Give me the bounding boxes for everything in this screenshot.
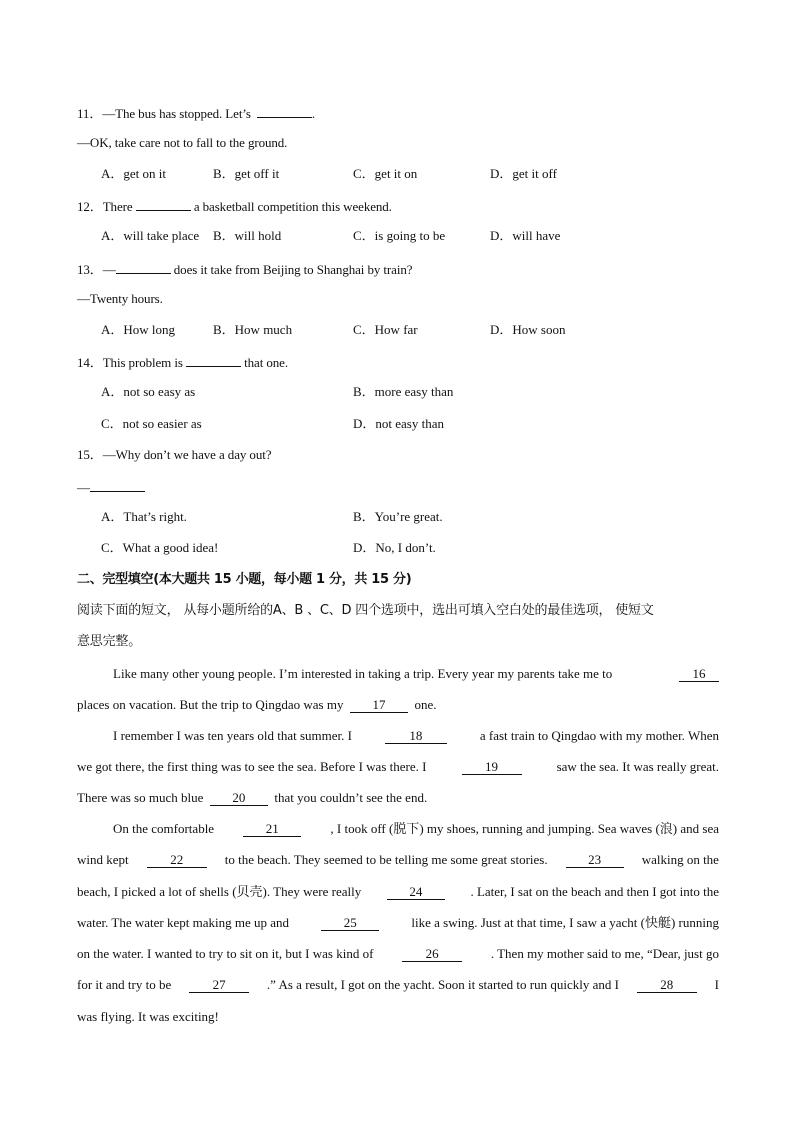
question-13-option-b[interactable]: B．How much [213, 322, 293, 337]
question-13-option-c[interactable]: C．How far [353, 322, 418, 337]
blank-24[interactable]: 24 [387, 884, 445, 900]
question-12-option-d[interactable]: D．will have [490, 228, 561, 243]
question-11-option-c[interactable]: C．get it on [353, 166, 418, 181]
question-15-option-c[interactable]: C．What a good idea! [101, 540, 219, 555]
question-14-option-b[interactable]: B．more easy than [353, 384, 454, 399]
blank-18[interactable]: 18 [385, 728, 447, 744]
question-15-option-d[interactable]: D．No, I don’t. [353, 540, 436, 555]
question-13-reply: —Twenty hours. [77, 291, 163, 306]
question-15-reply: — [77, 478, 145, 496]
passage-p3-line-4: water. The water kept making me up and 25 like a swing. Just at that time, I saw a yacht (快艇) running [77, 915, 719, 930]
passage-p3-line-1: On the comfortable 21 , I took off (脱下) my shoes, running and jumping. Sea waves (浪) and sea [113, 821, 719, 836]
question-11-option-b[interactable]: B．get off it [213, 166, 280, 181]
answer-blank[interactable] [257, 104, 312, 118]
passage-p3-line-3: beach, I picked a lot of shells (贝壳). They were really 24 . Later, I sat on the beach and then I got into the [77, 884, 719, 899]
blank-22[interactable]: 22 [147, 852, 207, 868]
question-12-option-c[interactable]: C．is going to be [353, 228, 446, 243]
blank-28[interactable]: 28 [637, 977, 697, 993]
blank-17[interactable]: 17 [350, 697, 408, 713]
question-11-stem: 11．—The bus has stopped. Let’s . [77, 106, 315, 121]
question-14-option-c[interactable]: C．not so easier as [101, 416, 202, 431]
section-instruction-line-1: 阅读下面的短文， 从每小题所给的A、B 、C、D 四个选项中，选出可填入空白处的最佳选项， 使短文 [77, 603, 654, 618]
section-heading: 二、完型填空(本大题共 15 小题，每小题 1 分，共 15 分) [77, 572, 412, 587]
answer-blank[interactable] [136, 197, 191, 211]
passage-p3-line-5: on the water. I wanted to try to sit on it, but I was kind of 26 . Then my mother said to me, “Dear, just go [77, 946, 719, 961]
question-14-option-a[interactable]: A．not so easy as [101, 384, 196, 399]
question-13-option-a[interactable]: A．How long [101, 322, 176, 337]
question-14-stem: 14．This problem is that one. [77, 355, 288, 370]
blank-21[interactable]: 21 [243, 821, 301, 837]
passage-p3-line-6: for it and try to be 27 .” As a result, I got on the yacht. Soon it started to run quickly and I 28 I [77, 977, 719, 992]
passage-p2-line-2: we got there, the first thing was to see the sea. Before I was there. I 19 saw the sea. It was really great. [77, 759, 719, 774]
passage-p3-line-2: wind kept 22 to the beach. They seemed to be telling me some great stories. 23 walking on the [77, 852, 719, 867]
question-11-reply: —OK, take care not to fall to the ground. [77, 135, 288, 150]
answer-blank[interactable] [116, 260, 171, 274]
question-13-option-d[interactable]: D．How soon [490, 322, 566, 337]
blank-19[interactable]: 19 [462, 759, 522, 775]
blank-25[interactable]: 25 [321, 915, 379, 931]
question-12-stem: 12．There a basketball competition this weekend. [77, 199, 392, 214]
question-15-stem: 15．—Why don’t we have a day out? [77, 447, 272, 462]
question-15-option-b[interactable]: B．You’re great. [353, 509, 443, 524]
blank-27[interactable]: 27 [189, 977, 249, 993]
question-11-option-a[interactable]: A．get on it [101, 166, 166, 181]
answer-blank[interactable] [90, 478, 145, 492]
question-13-stem: 13．— does it take from Beijing to Shanghai by train? [77, 262, 413, 277]
blank-16[interactable]: 16 [679, 666, 719, 682]
question-14-option-d[interactable]: D．not easy than [353, 416, 444, 431]
blank-26[interactable]: 26 [402, 946, 462, 962]
blank-20[interactable]: 20 [210, 790, 268, 806]
passage-p2-line-1: I remember I was ten years old that summer. I 18 a fast train to Qingdao with my mother. When [113, 728, 719, 743]
question-12-option-a[interactable]: A．will take place [101, 228, 200, 243]
question-15-option-a[interactable]: A．That’s right. [101, 509, 187, 524]
section-instruction-line-2: 意思完整。 [77, 634, 142, 649]
passage-p1-line-2: places on vacation. But the trip to Qingdao was my 17 one. [77, 697, 437, 712]
passage-p3-line-7: was flying. It was exciting! [77, 1009, 219, 1024]
passage-p2-line-3: There was so much blue 20 that you couldn’t see the end. [77, 790, 428, 805]
question-11-option-d[interactable]: D．get it off [490, 166, 557, 181]
answer-blank[interactable] [186, 353, 241, 367]
blank-23[interactable]: 23 [566, 852, 624, 868]
passage-p1-line-1: Like many other young people. I’m interested in taking a trip. Every year my parents take me to 16 [77, 666, 719, 682]
question-12-option-b[interactable]: B．will hold [213, 228, 282, 243]
